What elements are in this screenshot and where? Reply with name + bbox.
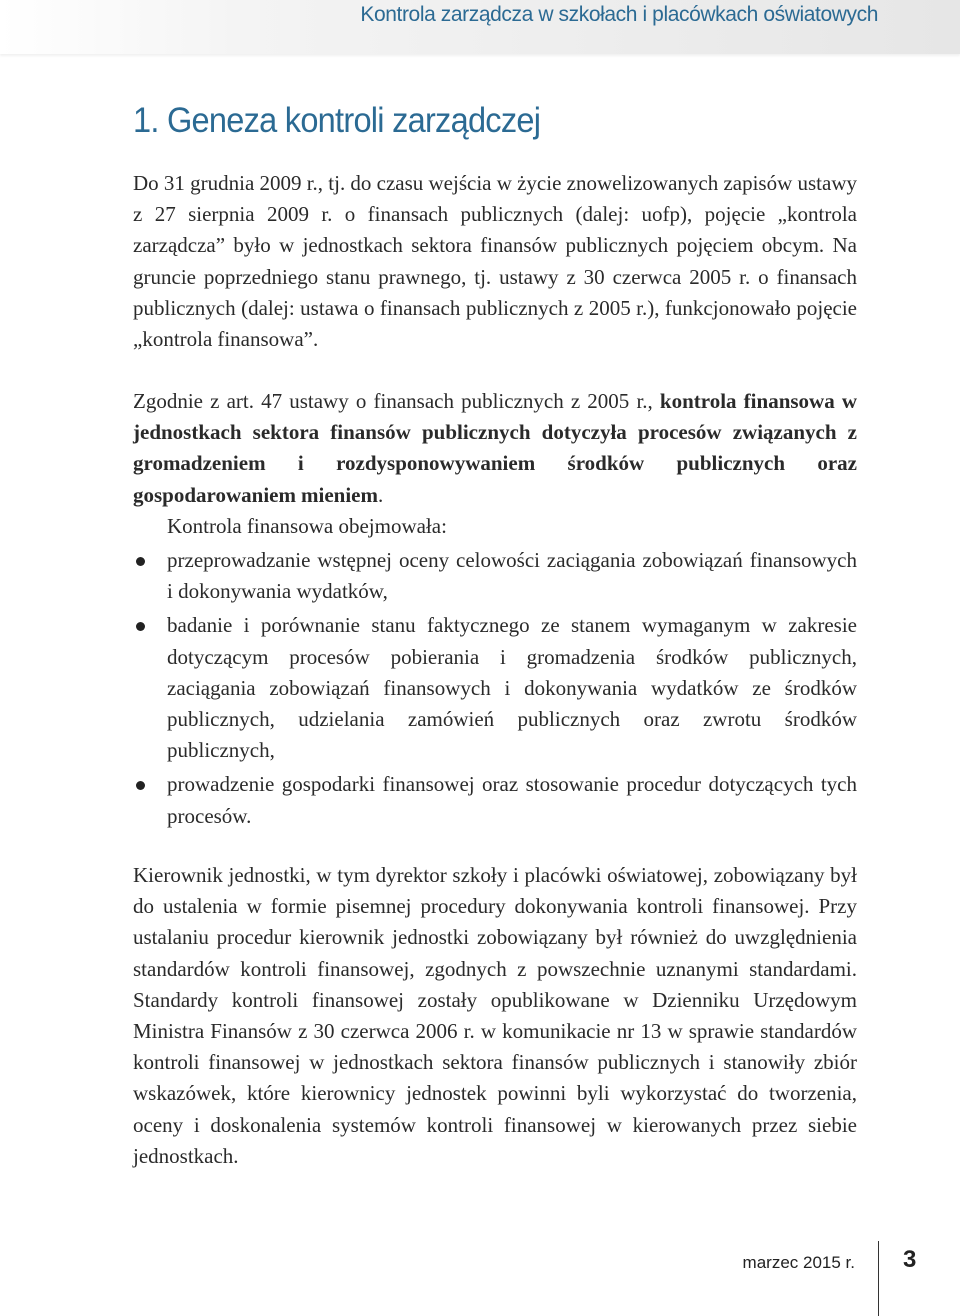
paragraph-director-duties-text: Kierownik jednostki, w tym dyrektor szkoły i placówki oświatowej, zobowiązany był do ustalenia w formie pisemnej procedury dokonywania kontroli finansowej. Przy ustalaniu procedur kierownik jednostki zobowiązany był również do uwzględnienia standardów kontroli finansowej, zgodnych z powszechnie uznanymi standardami. Standardy kontroli finansowej zostały opublikowane w Dzienniku Urzędowym Ministra Finansów z 30 czerwca 2006 r. w komunikacie nr 13 w sprawie standardów kontroli finansowej w jednostkach sektora finansów publicznych i stanowiły zbiór wskazówek, które kierownicy jednostek powinni byli wykorzystać do tworzenia, oceny i doskonalenia systemów kontroli finansowej w kierowanych przez siebie jednostkach.: [133, 863, 857, 1168]
paragraph-article-47-text: [133, 386, 857, 511]
list-item-text: przeprowadzanie wstępnej oceny celowości zaciągania zobowiązań finansowych i dokonywania wydatków,: [167, 548, 857, 604]
list-item-text: prowadzenie gospodarki finansowej oraz stosowanie procedur dotyczących tych procesów.: [167, 772, 857, 828]
running-header-title: Kontrola zarządcza w szkołach i placówkach oświatowych: [360, 3, 878, 26]
paragraph-intro-text: Do 31 grudnia 2009 r., tj. do czasu wejścia w życie znowelizowanych zapisów ustawy z 27 sierpnia 2009 r. o finansach publicznych (dalej: uofp), pojęcie „kontrola zarządcza” było w jednostkach sektora finansów publicznych pojęciem obcym. Na gruncie poprzedniego stanu prawnego, tj. ustawy z 30 czerwca 2005 r. o finansach publicznych (dalej: ustawa o finansach publicznych z 2005 r.), funkcjonowało pojęcie „kontrola finansowa”.: [133, 171, 857, 352]
paragraph-article-47-lead: Zgodnie z art. 47 ustawy o finansach publicznych z 2005 r.,: [133, 389, 660, 413]
running-header: [0, 0, 960, 54]
footer-divider: [878, 1241, 879, 1316]
list-item-text: badanie i porównanie stanu faktycznego ze stanem wymaganym w zakresie dotyczącym procesów pobierania i gromadzenia środków publicznych, zaciągania zobowiązań finansowych i dokonywania wydatków ze środków publicznych, udzielania zamówień publicznych oraz zwrotu środków publicznych,: [167, 613, 857, 763]
list-intro: Kontrola finansowa obejmowała:: [167, 514, 447, 538]
footer-date: marzec 2015 r.: [742, 1253, 855, 1272]
page-number: 3: [903, 1246, 917, 1273]
list-item: [133, 545, 857, 607]
paragraph-director-duties: [133, 860, 857, 1172]
bullet-icon: [136, 781, 145, 790]
bullet-list: [133, 545, 857, 832]
paragraph-article-47: [133, 386, 857, 511]
list-item: [133, 769, 857, 831]
bullet-icon: [136, 622, 145, 631]
paragraph-article-47-end: .: [378, 482, 384, 507]
list-item: [133, 610, 857, 766]
section-heading: 1. Geneza kontroli zarządczej: [133, 101, 541, 140]
paragraph-intro: [133, 168, 857, 355]
bullet-icon: [136, 557, 145, 566]
paragraph-article-47-bold: kontrola finansowa w jednostkach sektora finansów publicznych dotyczyła procesów związanych z gromadzeniem i rozdysponowywaniem środków publicznych oraz gospodarowaniem mieniem: [133, 389, 858, 507]
